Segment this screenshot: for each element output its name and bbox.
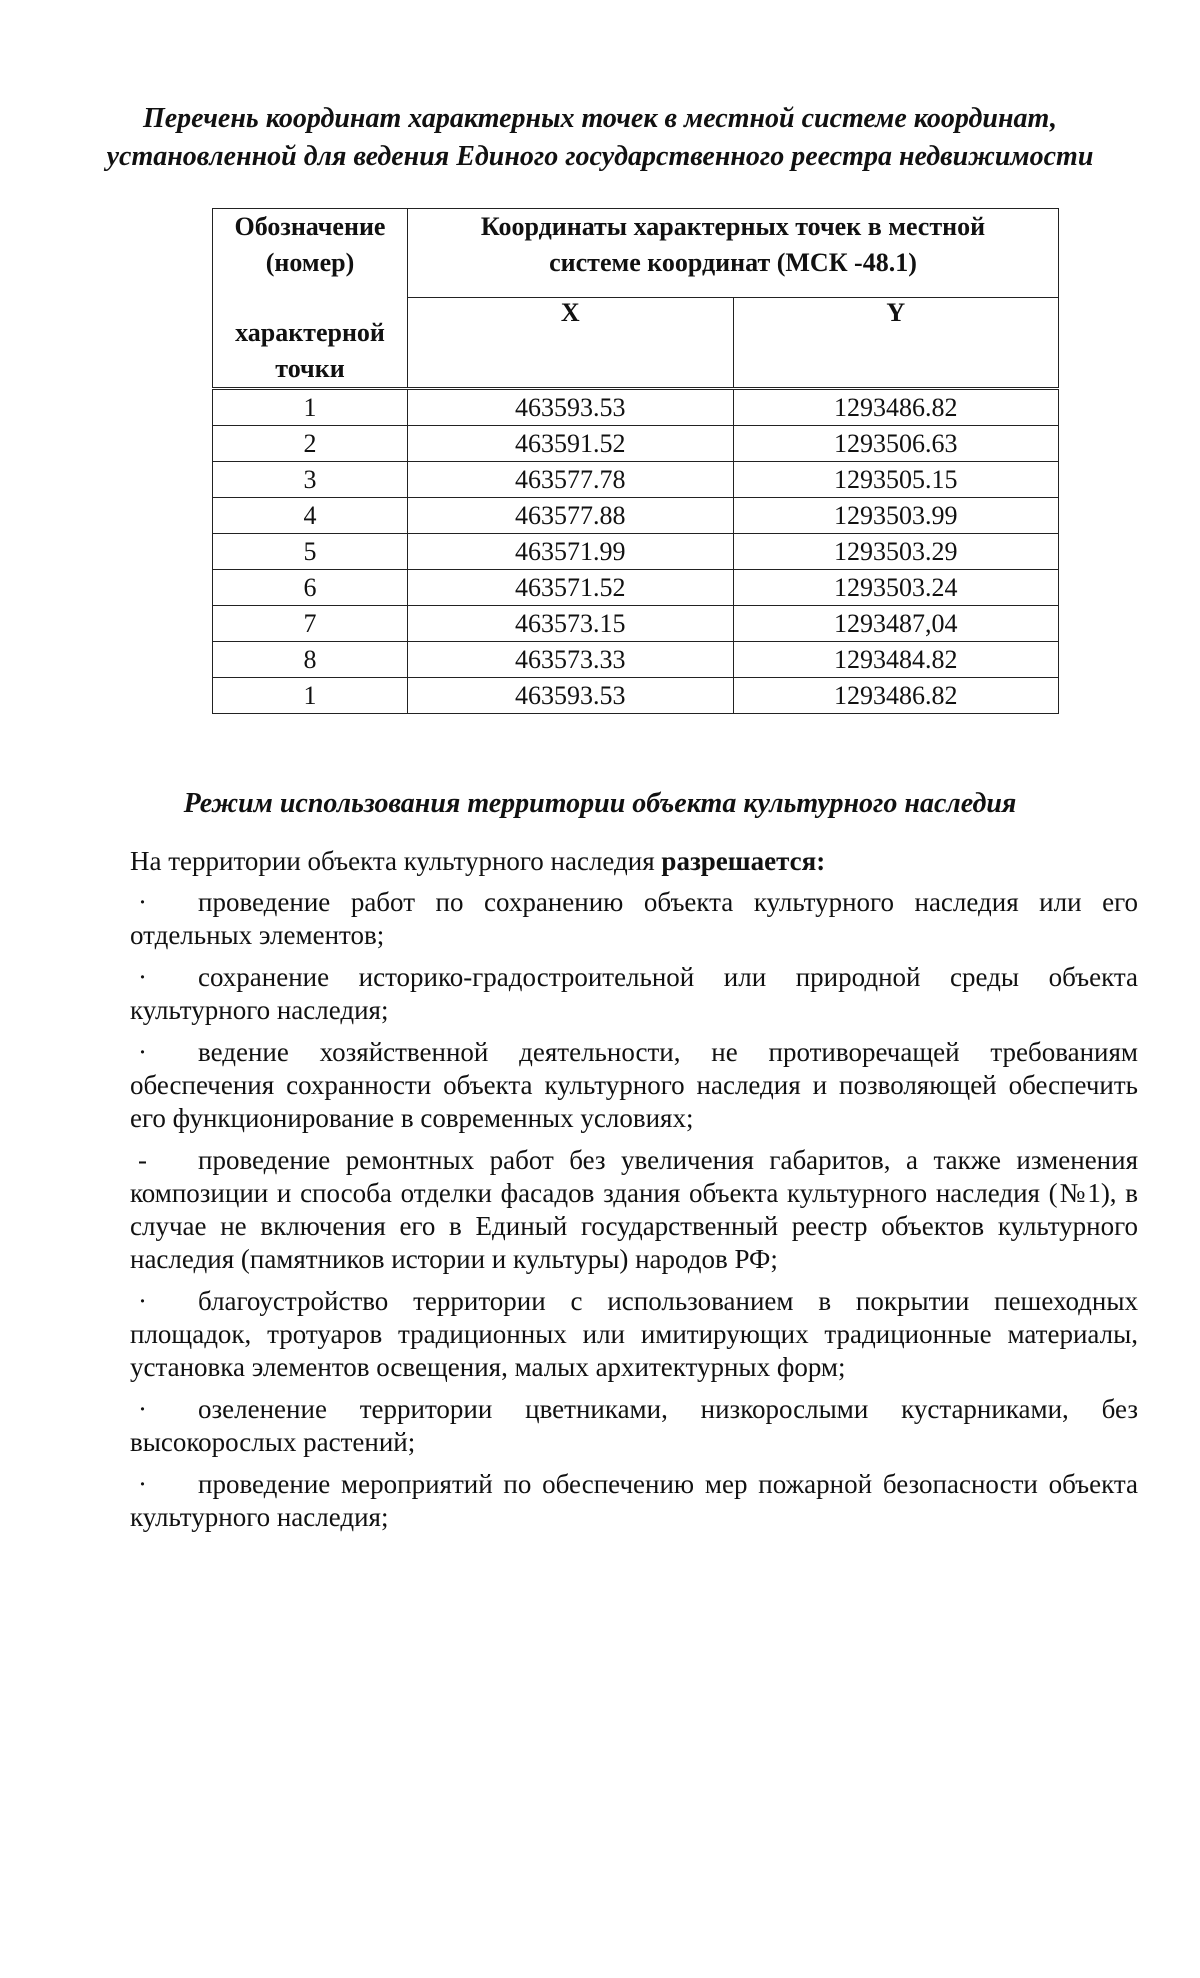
cell-y: 1293505.15 bbox=[733, 462, 1059, 498]
table-row bbox=[213, 642, 1059, 678]
list-item-text: озеленение территории цветниками, низкорослыми кустарниками, без высокорослых растений; bbox=[130, 1394, 1138, 1457]
section-subtitle: Режим использования территории объекта культурного наследия bbox=[183, 788, 1017, 819]
intro-paragraph bbox=[130, 845, 1138, 878]
cell-x: 463573.15 bbox=[408, 606, 734, 642]
title-line-1: Перечень координат характерных точек в местной системе координат, bbox=[142, 103, 1058, 134]
list-item bbox=[130, 1144, 1138, 1276]
table-row bbox=[213, 678, 1059, 714]
title-line-2: установленной для ведения Единого государственного реестра недвижимости bbox=[106, 141, 1094, 172]
table-row bbox=[213, 426, 1059, 462]
cell-point-number: 6 bbox=[213, 570, 408, 606]
bullet-marker: · bbox=[138, 1394, 147, 1424]
cell-point-number: 4 bbox=[213, 498, 408, 534]
list-item-text: проведение мероприятий по обеспечению мер пожарной безопасности объекта культурного наследия; bbox=[130, 1469, 1138, 1532]
dash-marker: - bbox=[138, 1145, 147, 1175]
header-designation-line-3: характерной bbox=[235, 318, 385, 347]
list-item bbox=[130, 1285, 1138, 1384]
cell-point-number: 1 bbox=[213, 678, 408, 714]
header-designation bbox=[213, 209, 408, 389]
bullet-marker: · bbox=[138, 1469, 147, 1499]
cell-x: 463591.52 bbox=[408, 426, 734, 462]
list-item bbox=[130, 961, 1138, 1027]
cell-y: 1293503.99 bbox=[733, 498, 1059, 534]
cell-x: 463571.52 bbox=[408, 570, 734, 606]
regime-text bbox=[130, 845, 1138, 1543]
list-item-text: проведение ремонтных работ без увеличения габаритов, а также изменения композиции и способа отделки фасадов здания объекта культурного наследия (№1), в случае не включения его в Единый государственный реестр объектов культурного наследия (памятников истории и культуры) народов РФ; bbox=[130, 1145, 1138, 1274]
cell-x: 463593.53 bbox=[408, 389, 734, 426]
table-row bbox=[213, 606, 1059, 642]
cell-y: 1293503.29 bbox=[733, 534, 1059, 570]
header-coordinates bbox=[408, 209, 1059, 298]
bullet-marker: · bbox=[138, 1037, 147, 1067]
intro-bold: разрешается: bbox=[661, 846, 826, 876]
cell-y: 1293486.82 bbox=[733, 678, 1059, 714]
header-designation-line-2: (номер) bbox=[265, 248, 355, 277]
list-item-text: благоустройство территории с использованием в покрытии пешеходных площадок, тротуаров традиционных или имитирующих традиционные материалы, установка элементов освещения, малых архитектурных форм; bbox=[130, 1286, 1138, 1382]
cell-x: 463593.53 bbox=[408, 678, 734, 714]
cell-point-number: 2 bbox=[213, 426, 408, 462]
list-item bbox=[130, 1036, 1138, 1135]
cell-x: 463573.33 bbox=[408, 642, 734, 678]
list-item-text: ведение хозяйственной деятельности, не противоречащей требованиям обеспечения сохранности объекта культурного наследия и позволяющей обеспечить его функционирование в современных условиях; bbox=[130, 1037, 1138, 1133]
bullet-marker: · bbox=[138, 887, 147, 917]
bullet-marker: · bbox=[138, 962, 147, 992]
cell-x: 463577.88 bbox=[408, 498, 734, 534]
header-y: Y bbox=[733, 298, 1059, 389]
header-designation-line-1: Обозначение bbox=[234, 212, 386, 241]
header-coordinates-line-2: системе координат (МСК -48.1) bbox=[549, 248, 917, 277]
table-row bbox=[213, 570, 1059, 606]
header-x: X bbox=[408, 298, 734, 389]
cell-point-number: 7 bbox=[213, 606, 408, 642]
list-item bbox=[130, 1468, 1138, 1534]
list-item bbox=[130, 886, 1138, 952]
cell-point-number: 3 bbox=[213, 462, 408, 498]
cell-y: 1293487,04 bbox=[733, 606, 1059, 642]
table-row bbox=[213, 498, 1059, 534]
cell-x: 463577.78 bbox=[408, 462, 734, 498]
cell-point-number: 1 bbox=[213, 389, 408, 426]
list-item-text: проведение работ по сохранению объекта культурного наследия или его отдельных элементов; bbox=[130, 887, 1138, 950]
table-row bbox=[213, 389, 1059, 426]
document-title bbox=[100, 100, 1100, 176]
cell-y: 1293484.82 bbox=[733, 642, 1059, 678]
table-row bbox=[213, 462, 1059, 498]
cell-y: 1293506.63 bbox=[733, 426, 1059, 462]
cell-point-number: 5 bbox=[213, 534, 408, 570]
intro-text: На территории объекта культурного наследия bbox=[130, 846, 655, 876]
header-coordinates-line-1: Координаты характерных точек в местной bbox=[480, 212, 986, 241]
cell-y: 1293503.24 bbox=[733, 570, 1059, 606]
cell-point-number: 8 bbox=[213, 642, 408, 678]
header-designation-line-4: точки bbox=[275, 354, 345, 383]
cell-y: 1293486.82 bbox=[733, 389, 1059, 426]
coordinates-table bbox=[212, 208, 1059, 714]
table-row bbox=[213, 534, 1059, 570]
cell-x: 463571.99 bbox=[408, 534, 734, 570]
list-item bbox=[130, 1393, 1138, 1459]
list-item-text: сохранение историко-градостроительной или природной среды объекта культурного наследия; bbox=[130, 962, 1138, 1025]
bullet-marker: · bbox=[138, 1286, 147, 1316]
